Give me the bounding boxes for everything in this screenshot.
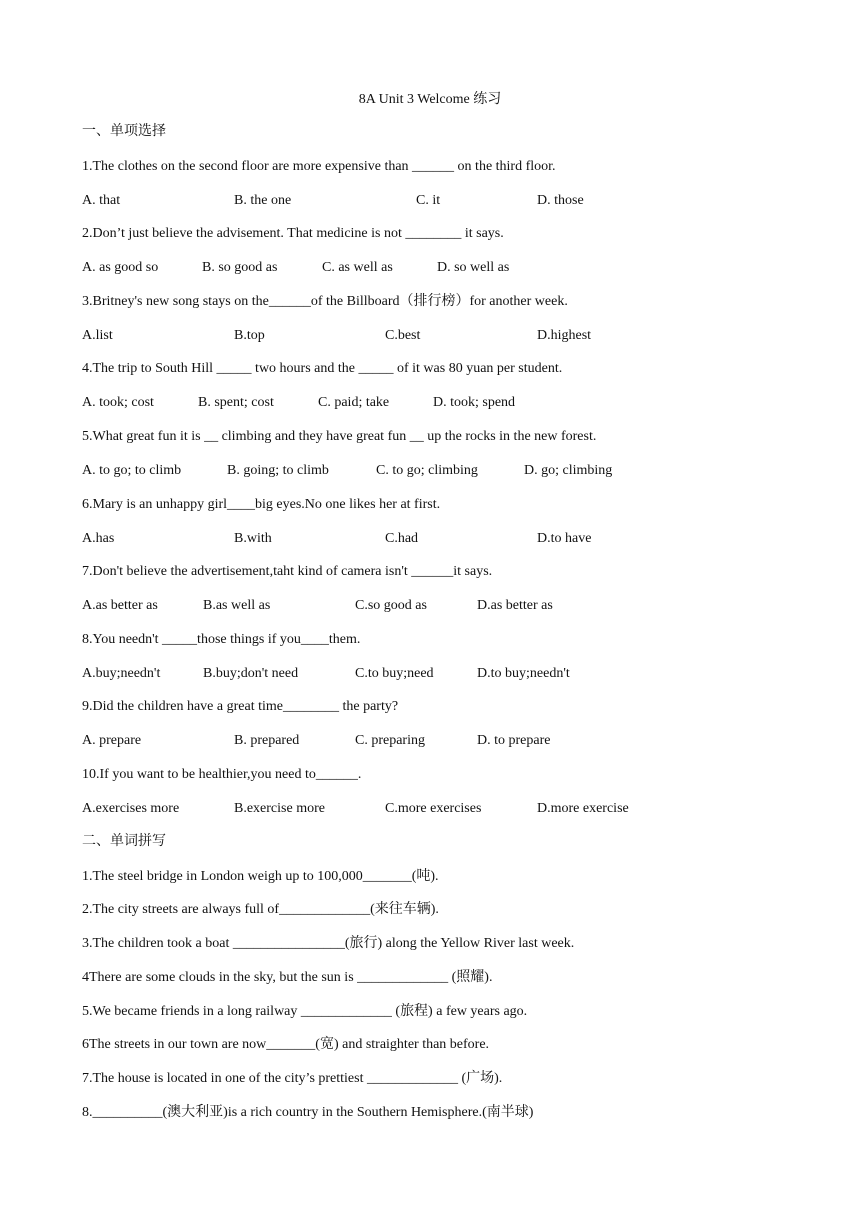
options-row xyxy=(82,665,802,683)
question-text: 3.Britney's new song stays on the______of the Billboard（排行榜）for another week. xyxy=(82,294,568,309)
spelling-item: 6The streets in our town are now_______(宽) and straighter than before. xyxy=(82,1037,490,1052)
options-row xyxy=(82,394,802,412)
question-text: 7.Don't believe the advertisement,taht kind of camera isn't ______it says. xyxy=(82,564,493,579)
answer-option: B. the one xyxy=(234,193,292,208)
answer-option: A. that xyxy=(82,193,121,208)
answer-option: A.buy;needn't xyxy=(82,666,161,681)
answer-option: C. paid; take xyxy=(318,395,390,410)
question-text: 10.If you want to be healthier,you need to______. xyxy=(82,767,362,782)
answer-option: C.more exercises xyxy=(385,801,482,816)
question-text: 1.The clothes on the second floor are more expensive than ______ on the third floor. xyxy=(82,159,556,174)
section-heading-spelling: 二、单词拼写 xyxy=(82,834,166,849)
answer-option: A. took; cost xyxy=(82,395,154,410)
answer-option: B. going; to climb xyxy=(227,463,329,478)
answer-option: C. as well as xyxy=(322,260,393,275)
answer-option: C. to go; climbing xyxy=(376,463,478,478)
options-row xyxy=(82,732,802,750)
question-text: 5.What great fun it is __ climbing and they have great fun __ up the rocks in the new forest. xyxy=(82,429,597,444)
answer-option: D. those xyxy=(537,193,584,208)
answer-option: B. prepared xyxy=(234,733,300,748)
question-text: 2.Don’t just believe the advisement. That medicine is not ________ it says. xyxy=(82,226,504,241)
answer-option: D.to buy;needn't xyxy=(477,666,570,681)
answer-option: D.as better as xyxy=(477,598,553,613)
options-row xyxy=(82,800,802,818)
answer-option: D. so well as xyxy=(437,260,510,275)
question-text: 6.Mary is an unhappy girl____big eyes.No one likes her at first. xyxy=(82,497,441,512)
spelling-item: 8.__________(澳大利亚)is a rich country in the Southern Hemisphere.(南半球) xyxy=(82,1105,534,1120)
answer-option: A.exercises more xyxy=(82,801,180,816)
answer-option: B.exercise more xyxy=(234,801,325,816)
spelling-item: 4There are some clouds in the sky, but the sun is _____________ (照耀). xyxy=(82,970,493,985)
answer-option: D.more exercise xyxy=(537,801,629,816)
answer-option: A. to go; to climb xyxy=(82,463,182,478)
answer-option: C.best xyxy=(385,328,421,343)
answer-option: B.top xyxy=(234,328,265,343)
answer-option: D. to prepare xyxy=(477,733,551,748)
spelling-item: 3.The children took a boat ________________(旅行) along the Yellow River last week. xyxy=(82,936,575,951)
options-row xyxy=(82,259,802,277)
answer-option: B.buy;don't need xyxy=(203,666,299,681)
options-row xyxy=(82,597,802,615)
answer-option: C.so good as xyxy=(355,598,427,613)
answer-option: C. it xyxy=(416,193,441,208)
page-title: 8A Unit 3 Welcome 练习 xyxy=(358,92,502,107)
answer-option: D. go; climbing xyxy=(524,463,613,478)
spelling-item: 1.The steel bridge in London weigh up to 100,000_______(吨). xyxy=(82,869,439,884)
answer-option: A.list xyxy=(82,328,113,343)
options-row xyxy=(82,192,802,210)
answer-option: A. prepare xyxy=(82,733,142,748)
question-text: 9.Did the children have a great time________ the party? xyxy=(82,699,399,714)
answer-option: B.as well as xyxy=(203,598,271,613)
question-text: 4.The trip to South Hill _____ two hours and the _____ of it was 80 yuan per student. xyxy=(82,361,563,376)
section-heading-multiple-choice: 一、单项选择 xyxy=(82,124,166,139)
answer-option: C. preparing xyxy=(355,733,425,748)
answer-option: B.with xyxy=(234,531,272,546)
answer-option: D. took; spend xyxy=(433,395,516,410)
question-text: 8.You needn't _____those things if you____them. xyxy=(82,632,361,647)
answer-option: D.highest xyxy=(537,328,592,343)
spelling-item: 2.The city streets are always full of_____________(来往车辆). xyxy=(82,902,439,917)
spelling-item: 5.We became friends in a long railway _____________ (旅程) a few years ago. xyxy=(82,1004,528,1019)
options-row xyxy=(82,327,802,345)
options-row xyxy=(82,530,802,548)
answer-option: B. so good as xyxy=(202,260,278,275)
answer-option: A.as better as xyxy=(82,598,158,613)
answer-option: A.has xyxy=(82,531,115,546)
answer-option: B. spent; cost xyxy=(198,395,274,410)
answer-option: D.to have xyxy=(537,531,592,546)
answer-option: C.to buy;need xyxy=(355,666,434,681)
options-row xyxy=(82,462,802,480)
answer-option: A. as good so xyxy=(82,260,159,275)
spelling-item: 7.The house is located in one of the city’s prettiest _____________ (广场). xyxy=(82,1071,503,1086)
answer-option: C.had xyxy=(385,531,419,546)
